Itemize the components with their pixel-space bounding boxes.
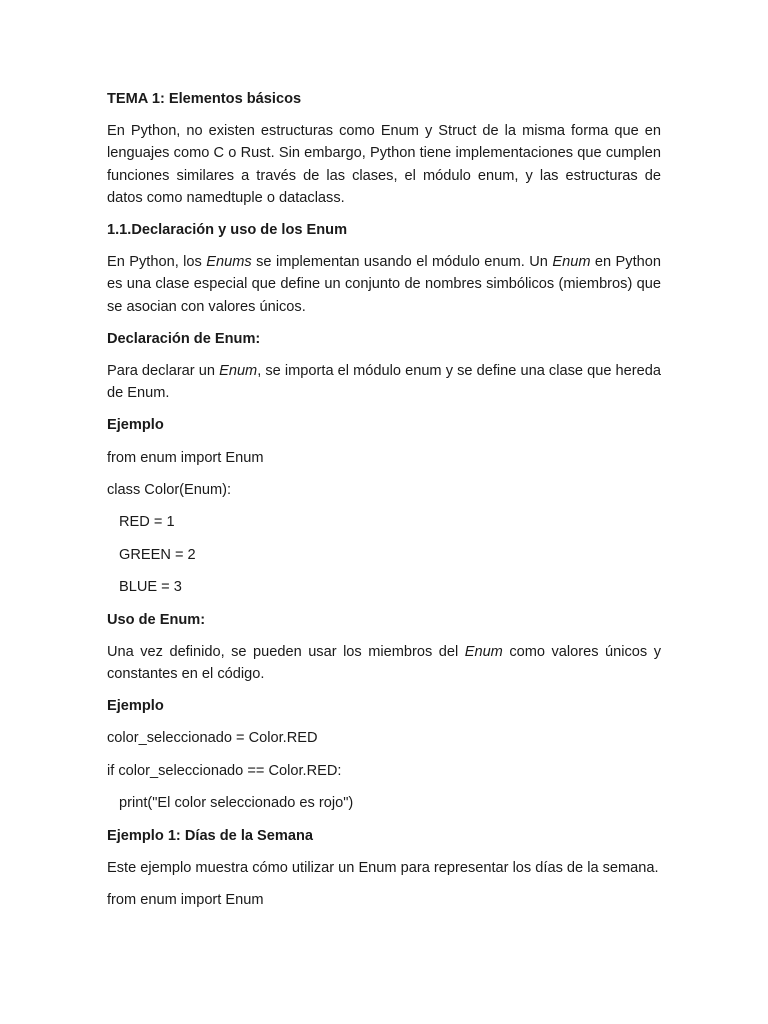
usage-paragraph: Una vez definido, se pueden usar los miembros del Enum como valores únicos y constantes en el código. [107, 643, 661, 682]
example-1-heading: Ejemplo 1: Días de la Semana [107, 827, 314, 844]
code-line: if color_seleccionado == Color.RED: [107, 762, 342, 779]
code-line: GREEN = 2 [119, 546, 196, 563]
document-page [107, 88, 661, 921]
declaration-heading: Declaración de Enum: [107, 330, 261, 347]
section-heading-1-1: 1.1.Declaración y uso de los Enum [107, 222, 348, 239]
code-line: class Color(Enum): [107, 482, 232, 499]
example-1-paragraph: Este ejemplo muestra cómo utilizar un Enum para representar los días de la semana. [107, 859, 659, 876]
code-line: BLUE = 3 [119, 579, 182, 596]
intro-paragraph: En Python, no existen estructuras como Enum y Struct de la misma forma que en lenguajes como C o Rust. Sin embargo, Python tiene implementaciones que cumplen funciones similares a través de las clases, el módulo enum, y las estructuras de datos como namedtuple o dataclass. [107, 123, 661, 206]
code-line: print("El color seleccionado es rojo") [119, 795, 354, 812]
usage-heading: Uso de Enum: [107, 611, 206, 628]
code-line: from enum import Enum [107, 891, 264, 908]
example-label: Ejemplo [107, 698, 164, 715]
code-line: color_seleccionado = Color.RED [107, 730, 318, 747]
code-line: from enum import Enum [107, 449, 264, 466]
example-label: Ejemplo [107, 417, 164, 434]
enum-definition-paragraph: En Python, los Enums se implementan usando el módulo enum. Un Enum en Python es una clase especial que define un conjunto de nombres simbólicos (miembros) que se asocian con valores únicos. [107, 254, 661, 315]
document-title: TEMA 1: Elementos básicos [107, 91, 302, 107]
declaration-paragraph: Para declarar un Enum, se importa el módulo enum y se define una clase que hereda de Enum. [107, 363, 661, 402]
code-line: RED = 1 [119, 514, 175, 531]
